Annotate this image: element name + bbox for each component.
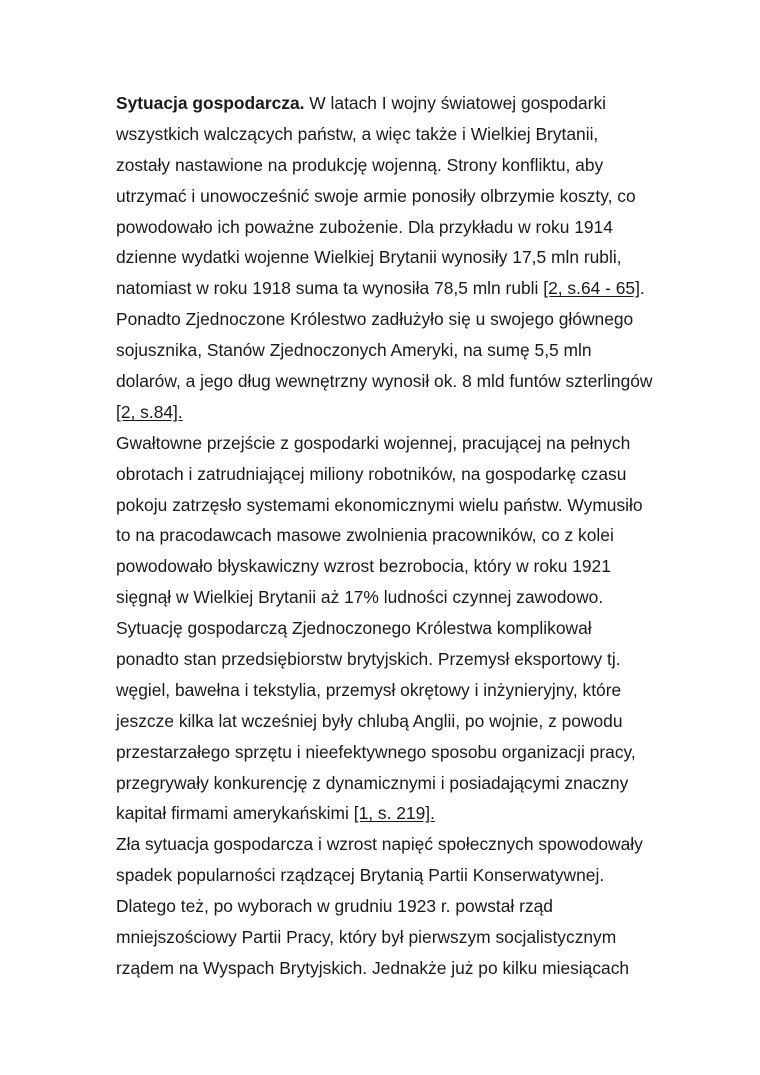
text-line (116, 181, 669, 212)
text-line (116, 582, 669, 613)
text-run: ponadto stan przedsiębiorstw brytyjskich. Przemysł eksportowy tj. (116, 649, 621, 670)
text-run: węgiel, bawełna i tekstylia, przemysł okrętowy i inżynieryjny, które (116, 679, 622, 700)
text-line (116, 706, 669, 737)
text-run: jeszcze kilka lat wcześniej były chlubą Anglii, po wojnie, z powodu (116, 710, 623, 731)
text-run: W latach I wojny światowej gospodarki (304, 93, 607, 113)
text-run: obrotach i zatrudniającej miliony robotników, na gospodarkę czasu (116, 463, 627, 484)
text-run: powodowało błyskawiczny wzrost bezrobocia, który w roku 1921 (116, 556, 611, 577)
text-line (116, 428, 669, 459)
paragraph (116, 88, 669, 428)
text-run: przestarzałego sprzętu i nieefektywnego sposobu organizacji pracy, (116, 741, 636, 762)
text-line (116, 119, 669, 150)
citation-link[interactable]: [2, s.84]. (116, 401, 183, 422)
text-run: Sytuację gospodarczą Zjednoczonego Królestwa komplikował (116, 618, 592, 639)
text-run: dzienne wydatki wojenne Wielkiej Brytanii wynosiły 17,5 mln rubli, (116, 247, 622, 268)
text-run: utrzymać i unowocześnić swoje armie ponosiły olbrzymie koszty, co (116, 185, 636, 206)
text-run: . (639, 278, 645, 299)
text-line (116, 150, 669, 181)
text-line (116, 798, 669, 829)
text-run: natomiast w roku 1918 suma ta wynosiła 78,5 mln rubli (116, 278, 544, 299)
paragraph (116, 829, 669, 983)
text-line (116, 860, 669, 891)
text-line (116, 768, 669, 799)
text-run: przegrywały konkurencję z dynamicznymi i posiadającymi znaczny (116, 772, 629, 793)
text-run: pokoju zatrzęsło systemami ekonomicznymi wielu państw. Wymusiło (116, 494, 643, 515)
text-run: spadek popularności rządzącej Brytanią Partii Konserwatywnej. (116, 865, 605, 886)
text-line (116, 273, 669, 304)
citation-link[interactable]: [2, s.64 - 65] (543, 278, 640, 299)
text-line (116, 829, 669, 860)
text-run: Zła sytuacja gospodarcza i wzrost napięć społecznych spowodowały (116, 834, 643, 855)
text-run: to na pracodawcach masowe zwolnienia pracowników, co z kolei (116, 525, 614, 546)
text-line (116, 490, 669, 521)
text-run: Gwałtowne przejście z gospodarki wojennej, pracującej na pełnych (116, 432, 631, 453)
text-line (116, 397, 669, 428)
text-run: wszystkich walczących państw, a więc także i Wielkiej Brytanii, (116, 123, 599, 144)
text-run: Dlatego też, po wyborach w grudniu 1923 r. powstał rząd (116, 896, 553, 917)
text-line (116, 88, 669, 119)
text-line (116, 242, 669, 273)
text-run: sięgnął w Wielkiej Brytanii aż 17% ludności czynnej zawodowo. (116, 587, 604, 608)
text-line (116, 212, 669, 243)
section-heading: Sytuacja gospodarcza. (116, 93, 305, 113)
text-line (116, 922, 669, 953)
text-line (116, 366, 669, 397)
text-run: dolarów, a jego dług wewnętrzny wynosił ok. 8 mld funtów szterlingów (116, 371, 653, 392)
text-line (116, 737, 669, 768)
text-run: Ponadto Zjednoczone Królestwo zadłużyło się u swojego głównego (116, 309, 634, 330)
text-line (116, 520, 669, 551)
text-line (116, 335, 669, 366)
text-line (116, 675, 669, 706)
text-line (116, 891, 669, 922)
text-run: sojusznika, Stanów Zjednoczonych Ameryki, na sumę 5,5 mln (116, 340, 592, 361)
text-line (116, 459, 669, 490)
text-run: powodowało ich poważne zubożenie. Dla przykładu w roku 1914 (116, 216, 613, 237)
text-line (116, 551, 669, 582)
text-run: mniejszościowy Partii Pracy, który był pierwszym socjalistycznym (116, 927, 617, 948)
citation-link[interactable]: [1, s. 219]. (353, 803, 435, 824)
paragraph (116, 428, 669, 830)
text-run: zostały nastawione na produkcję wojenną. Strony konfliktu, aby (116, 154, 604, 175)
document-body (116, 88, 669, 984)
text-line (116, 304, 669, 335)
text-line (116, 644, 669, 675)
text-run: rządem na Wyspach Brytyjskich. Jednakże już po kilku miesiącach (116, 957, 630, 978)
text-run: kapitał firmami amerykańskimi (116, 803, 354, 824)
text-line (116, 613, 669, 644)
text-line (116, 953, 669, 984)
